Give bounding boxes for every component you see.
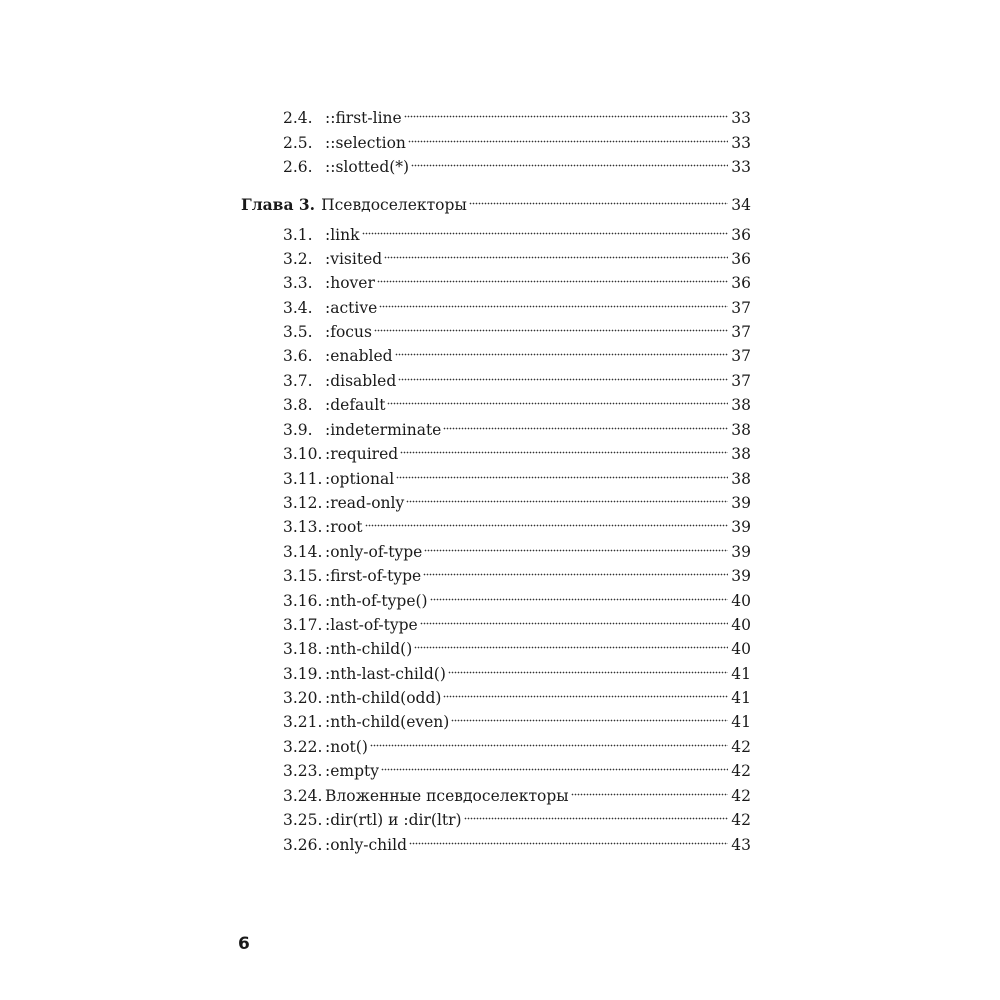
entry-number: 3.17. (283, 616, 323, 634)
entry-number: 2.4. (283, 109, 313, 127)
dot-leader (365, 522, 729, 528)
entry-title: :required (325, 445, 399, 463)
toc-entry[interactable] (283, 810, 751, 830)
entry-page: 37 (731, 323, 751, 341)
dot-leader (469, 200, 728, 206)
entry-title: :nth-of-type() (325, 592, 428, 610)
toc-entry[interactable] (283, 420, 751, 440)
dot-leader (379, 303, 728, 309)
dot-leader (395, 351, 729, 357)
dot-leader (451, 717, 728, 723)
dot-leader (408, 138, 728, 144)
toc-entry[interactable] (283, 298, 751, 318)
entry-number: 3.26. (283, 836, 323, 854)
toc-entry[interactable] (283, 542, 751, 562)
dot-leader (362, 230, 729, 236)
entry-page: 39 (731, 567, 751, 585)
entry-title: :default (325, 396, 386, 414)
entry-title: :nth-child() (325, 640, 413, 658)
entry-number: 3.6. (283, 347, 313, 365)
entry-page: 41 (731, 713, 751, 731)
entry-title: :link (325, 226, 360, 244)
entry-page: 33 (731, 134, 751, 152)
entry-number: 3.10. (283, 445, 323, 463)
toc-entry[interactable] (283, 249, 751, 269)
dot-leader (377, 278, 728, 284)
entry-title: :focus (325, 323, 372, 341)
entry-page: 40 (731, 640, 751, 658)
entry-page: 38 (731, 470, 751, 488)
toc-entry[interactable] (283, 493, 751, 513)
chapter-heading[interactable] (241, 195, 751, 215)
toc-entry[interactable] (283, 346, 751, 366)
entry-page: 42 (731, 762, 751, 780)
entry-title: Вложенные псевдоселекторы (325, 787, 569, 805)
chapter-page: 34 (731, 196, 751, 214)
toc-entry[interactable] (283, 395, 751, 415)
entry-page: 37 (731, 347, 751, 365)
entry-page: 33 (731, 109, 751, 127)
entry-number: 3.3. (283, 274, 313, 292)
toc-entry[interactable] (283, 108, 751, 128)
entry-number: 2.5. (283, 134, 313, 152)
page-number: 6 (238, 934, 250, 954)
entry-page: 38 (731, 396, 751, 414)
entry-title: :enabled (325, 347, 393, 365)
chapter-title: Псевдоселекторы (321, 196, 467, 214)
entry-page: 40 (731, 616, 751, 634)
entry-page: 39 (731, 543, 751, 561)
toc-entry[interactable] (283, 566, 751, 586)
entry-number: 3.22. (283, 738, 323, 756)
toc-entry[interactable] (283, 322, 751, 342)
dot-leader (398, 376, 728, 382)
entry-number: 3.15. (283, 567, 323, 585)
entry-page: 42 (731, 738, 751, 756)
entry-title: ::slotted(*) (325, 158, 410, 176)
entry-title: :nth-last-child() (325, 665, 446, 683)
dot-leader (374, 327, 728, 333)
chapter-label: Глава 3. (241, 195, 316, 214)
entry-number: 3.2. (283, 250, 313, 268)
toc-entry[interactable] (283, 615, 751, 635)
entry-title: ::first-line (325, 109, 402, 127)
dot-leader (387, 400, 728, 406)
dot-leader (384, 254, 728, 260)
entry-title: :empty (325, 762, 380, 780)
toc-entry[interactable] (283, 639, 751, 659)
entry-page: 41 (731, 665, 751, 683)
entry-title: :nth-child(even) (325, 713, 450, 731)
entry-number: 2.6. (283, 158, 313, 176)
toc-entry[interactable] (283, 835, 751, 855)
toc-entry[interactable] (283, 133, 751, 153)
entry-number: 3.14. (283, 543, 323, 561)
entry-number: 3.24. (283, 787, 323, 805)
entry-number: 3.5. (283, 323, 313, 341)
entry-number: 3.19. (283, 665, 323, 683)
entry-title: :active (325, 299, 378, 317)
entry-title: :first-of-type (325, 567, 422, 585)
dot-leader (404, 113, 729, 119)
entry-title: :only-child (325, 836, 407, 854)
entry-page: 38 (731, 421, 751, 439)
toc-entry[interactable] (283, 157, 751, 177)
entry-page: 37 (731, 372, 751, 390)
entry-page: 42 (731, 811, 751, 829)
entry-number: 3.23. (283, 762, 323, 780)
entry-page: 42 (731, 787, 751, 805)
entry-title: :visited (325, 250, 383, 268)
entry-page: 39 (731, 518, 751, 536)
dot-leader (448, 669, 728, 675)
entry-title: :indeterminate (325, 421, 442, 439)
dot-leader (411, 162, 728, 168)
entry-page: 36 (731, 274, 751, 292)
entry-title: :only-of-type (325, 543, 423, 561)
dot-leader (443, 693, 728, 699)
entry-title: :root (325, 518, 363, 536)
entry-title: :disabled (325, 372, 397, 390)
entry-title: :last-of-type (325, 616, 418, 634)
entry-number: 3.21. (283, 713, 323, 731)
entry-title: :hover (325, 274, 375, 292)
entry-number: 3.18. (283, 640, 323, 658)
toc-entry[interactable] (283, 469, 751, 489)
entry-number: 3.1. (283, 226, 313, 244)
entry-page: 41 (731, 689, 751, 707)
entry-number: 3.25. (283, 811, 323, 829)
toc-entry[interactable] (283, 591, 751, 611)
entry-number: 3.8. (283, 396, 313, 414)
toc-entry[interactable] (283, 444, 751, 464)
dot-leader (430, 596, 729, 602)
entry-number: 3.20. (283, 689, 323, 707)
toc-entry[interactable] (283, 664, 751, 684)
toc-entry[interactable] (283, 786, 751, 806)
entry-number: 3.9. (283, 421, 313, 439)
dot-leader (424, 547, 728, 553)
entry-page: 40 (731, 592, 751, 610)
entry-number: 3.13. (283, 518, 323, 536)
entry-number: 3.16. (283, 592, 323, 610)
dot-leader (370, 742, 728, 748)
dot-leader (443, 425, 728, 431)
toc-entry[interactable] (283, 517, 751, 537)
toc-entry[interactable] (283, 761, 751, 781)
entry-number: 3.12. (283, 494, 323, 512)
toc-entry[interactable] (283, 273, 751, 293)
dot-leader (464, 815, 729, 821)
entry-page: 37 (731, 299, 751, 317)
entry-title: :read-only (325, 494, 405, 512)
entry-title: :not() (325, 738, 368, 756)
dot-leader (409, 840, 728, 846)
toc-entry[interactable] (283, 688, 751, 708)
entry-number: 3.4. (283, 299, 313, 317)
dot-leader (381, 766, 728, 772)
dot-leader (423, 571, 728, 577)
toc-entry[interactable] (283, 737, 751, 757)
dot-leader (400, 449, 728, 455)
dot-leader (406, 498, 728, 504)
entry-title: :nth-child(odd) (325, 689, 442, 707)
toc-entry[interactable] (283, 371, 751, 391)
toc-entry[interactable] (283, 225, 751, 245)
dot-leader (571, 791, 729, 797)
entry-number: 3.11. (283, 470, 323, 488)
entry-page: 43 (731, 836, 751, 854)
entry-page: 38 (731, 445, 751, 463)
entry-page: 36 (731, 226, 751, 244)
toc-entry[interactable] (283, 712, 751, 732)
dot-leader (396, 474, 728, 480)
entry-title: ::selection (325, 134, 406, 152)
dot-leader (420, 620, 729, 626)
dot-leader (414, 644, 728, 650)
entry-title: :dir(rtl) и :dir(ltr) (325, 811, 462, 829)
entry-title: :optional (325, 470, 395, 488)
entry-page: 39 (731, 494, 751, 512)
entry-page: 33 (731, 158, 751, 176)
entry-number: 3.7. (283, 372, 313, 390)
entry-page: 36 (731, 250, 751, 268)
